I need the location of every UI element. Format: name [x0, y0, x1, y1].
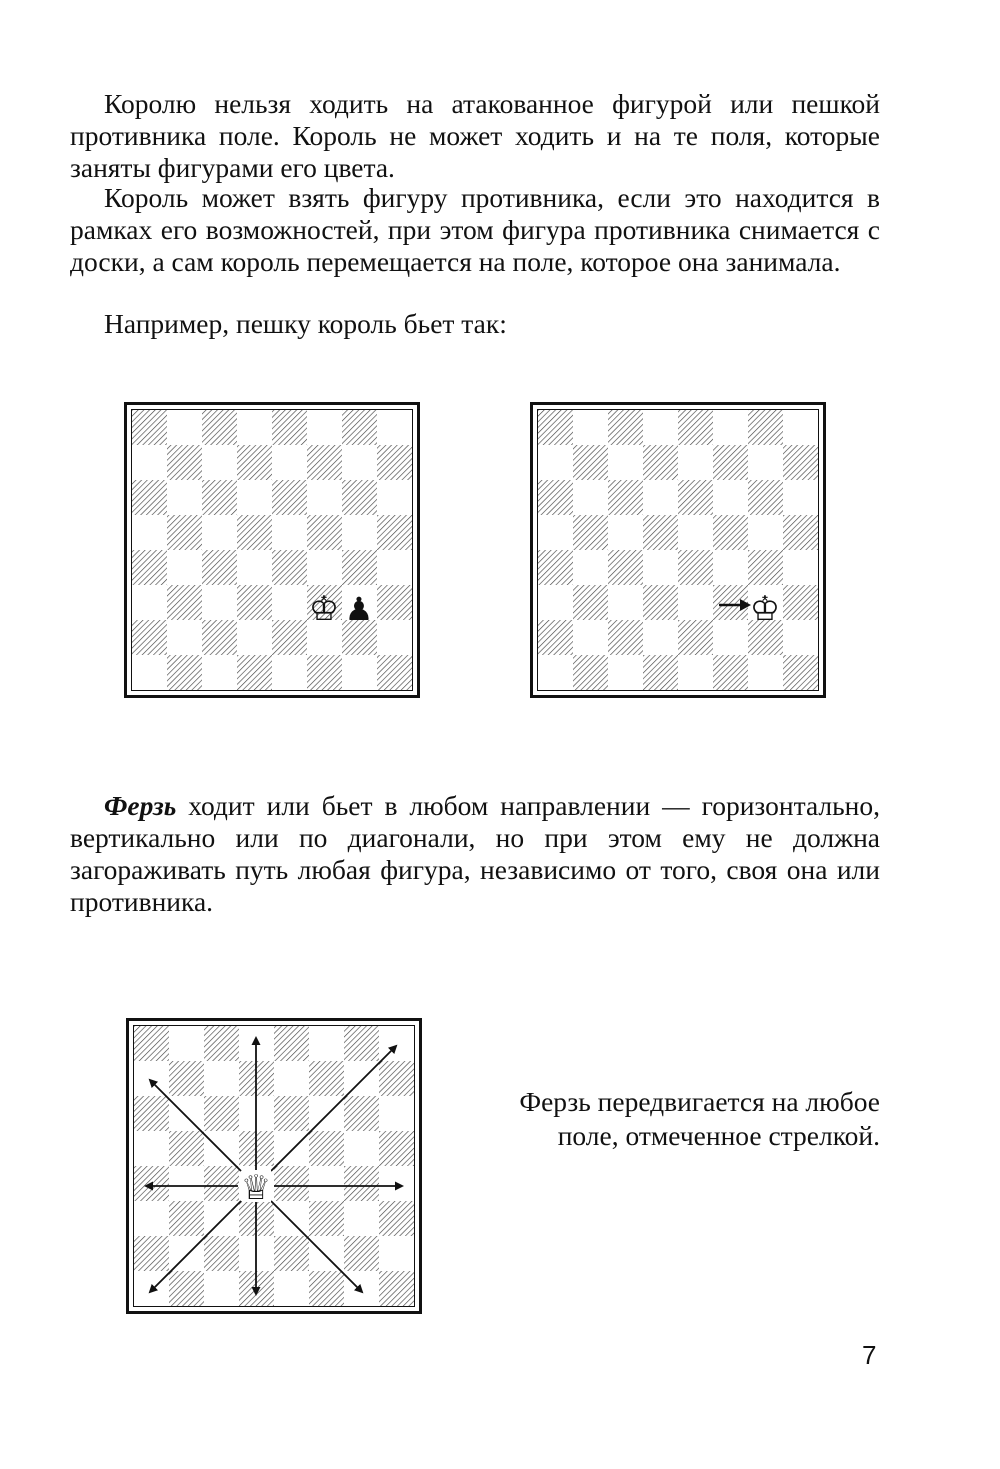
dark-square — [538, 550, 573, 585]
dark-square — [132, 410, 167, 445]
dark-square — [608, 620, 643, 655]
dark-square — [204, 1096, 239, 1131]
paragraph-king-restrictions: Королю нельзя ходить на атакованное фигурой или пешкой противника поле. Король не может ходить и на те поля, которые заняты фигурами его цвета. — [70, 88, 880, 183]
queen-term: Ферзь — [104, 790, 177, 821]
dark-square — [538, 620, 573, 655]
dark-square — [608, 480, 643, 515]
dark-square — [342, 480, 377, 515]
dark-square — [202, 480, 237, 515]
dark-square — [379, 1201, 414, 1236]
dark-square — [167, 445, 202, 480]
dark-square — [573, 515, 608, 550]
dark-square — [134, 1236, 169, 1271]
chessboard-queen-moves — [126, 1018, 422, 1314]
dark-square — [643, 655, 678, 690]
dark-square — [167, 515, 202, 550]
dark-square — [573, 585, 608, 620]
dark-square — [573, 655, 608, 690]
dark-square — [309, 1061, 344, 1096]
dark-square — [678, 410, 713, 445]
dark-square — [167, 655, 202, 690]
dark-square — [379, 1061, 414, 1096]
dark-square — [167, 585, 202, 620]
dark-square — [132, 550, 167, 585]
dark-square — [377, 585, 412, 620]
dark-square — [643, 515, 678, 550]
chessboard-after-capture — [530, 402, 826, 698]
dark-square — [134, 1166, 169, 1201]
dark-square — [344, 1236, 379, 1271]
dark-square — [678, 480, 713, 515]
dark-square — [134, 1026, 169, 1061]
dark-square — [377, 655, 412, 690]
dark-square — [643, 445, 678, 480]
dark-square — [169, 1201, 204, 1236]
dark-square — [237, 445, 272, 480]
dark-square — [237, 585, 272, 620]
dark-square — [272, 480, 307, 515]
dark-square — [377, 515, 412, 550]
dark-square — [274, 1026, 309, 1061]
white-king-piece: ♔ — [308, 589, 340, 629]
paragraph-example-intro: Например, пешку король бьет так: — [104, 308, 507, 339]
dark-square — [678, 620, 713, 655]
board-queen-squares — [134, 1026, 414, 1306]
dark-square — [379, 1131, 414, 1166]
dark-square — [309, 1201, 344, 1236]
dark-square — [202, 620, 237, 655]
dark-square — [643, 585, 678, 620]
white-king-piece: ♔ — [749, 589, 781, 629]
board-before-squares — [132, 410, 412, 690]
dark-square — [169, 1131, 204, 1166]
dark-square — [132, 480, 167, 515]
dark-square — [202, 410, 237, 445]
dark-square — [307, 655, 342, 690]
dark-square — [608, 410, 643, 445]
dark-square — [713, 445, 748, 480]
dark-square — [274, 1236, 309, 1271]
white-queen-piece: ♕ — [240, 1168, 272, 1208]
dark-square — [783, 585, 818, 620]
dark-square — [748, 550, 783, 585]
dark-square — [344, 1026, 379, 1061]
paragraph-queen-moves — [70, 790, 880, 918]
board-after-squares — [538, 410, 818, 690]
dark-square — [132, 620, 167, 655]
dark-square — [134, 1096, 169, 1131]
dark-square — [344, 1096, 379, 1131]
dark-square — [274, 1166, 309, 1201]
queen-caption: Ферзь передвигается на любое поле, отмеченное стрелкой. — [519, 1086, 880, 1151]
dark-square — [573, 445, 608, 480]
dark-square — [344, 1166, 379, 1201]
dark-square — [538, 480, 573, 515]
dark-square — [748, 410, 783, 445]
dark-square — [202, 550, 237, 585]
dark-square — [307, 445, 342, 480]
queen-description: ходит или бьет в любом направлении — горизонтально, вертикально или по диагонали, но при этом ему не должна загораживать путь любая фигура, независимо от того, своя она или противника. — [70, 790, 880, 917]
dark-square — [272, 620, 307, 655]
dark-square — [608, 550, 643, 585]
dark-square — [272, 550, 307, 585]
dark-square — [237, 655, 272, 690]
dark-square — [309, 1131, 344, 1166]
dark-square — [342, 550, 377, 585]
paragraph-king-capture: Король может взять фигуру противника, если это находится в рамках его возможностей, при этом фигура противника снимается с доски, а сам король перемещается на поле, которое она занимала. — [70, 182, 880, 277]
dark-square — [379, 1271, 414, 1306]
black-pawn-piece: ♟ — [344, 590, 374, 628]
dark-square — [204, 1026, 239, 1061]
dark-square — [783, 445, 818, 480]
dark-square — [309, 1271, 344, 1306]
dark-square — [713, 655, 748, 690]
dark-square — [169, 1271, 204, 1306]
dark-square — [748, 480, 783, 515]
chessboard-before-capture — [124, 402, 420, 698]
dark-square — [783, 655, 818, 690]
dark-square — [169, 1061, 204, 1096]
dark-square — [377, 445, 412, 480]
dark-square — [783, 515, 818, 550]
dark-square — [678, 550, 713, 585]
dark-square — [204, 1166, 239, 1201]
dark-square — [272, 410, 307, 445]
dark-square — [713, 515, 748, 550]
dark-square — [538, 410, 573, 445]
dark-square — [342, 410, 377, 445]
dark-square — [307, 515, 342, 550]
dark-square — [204, 1236, 239, 1271]
dark-square — [274, 1096, 309, 1131]
page-number: 7 — [862, 1340, 877, 1370]
dark-square — [237, 515, 272, 550]
